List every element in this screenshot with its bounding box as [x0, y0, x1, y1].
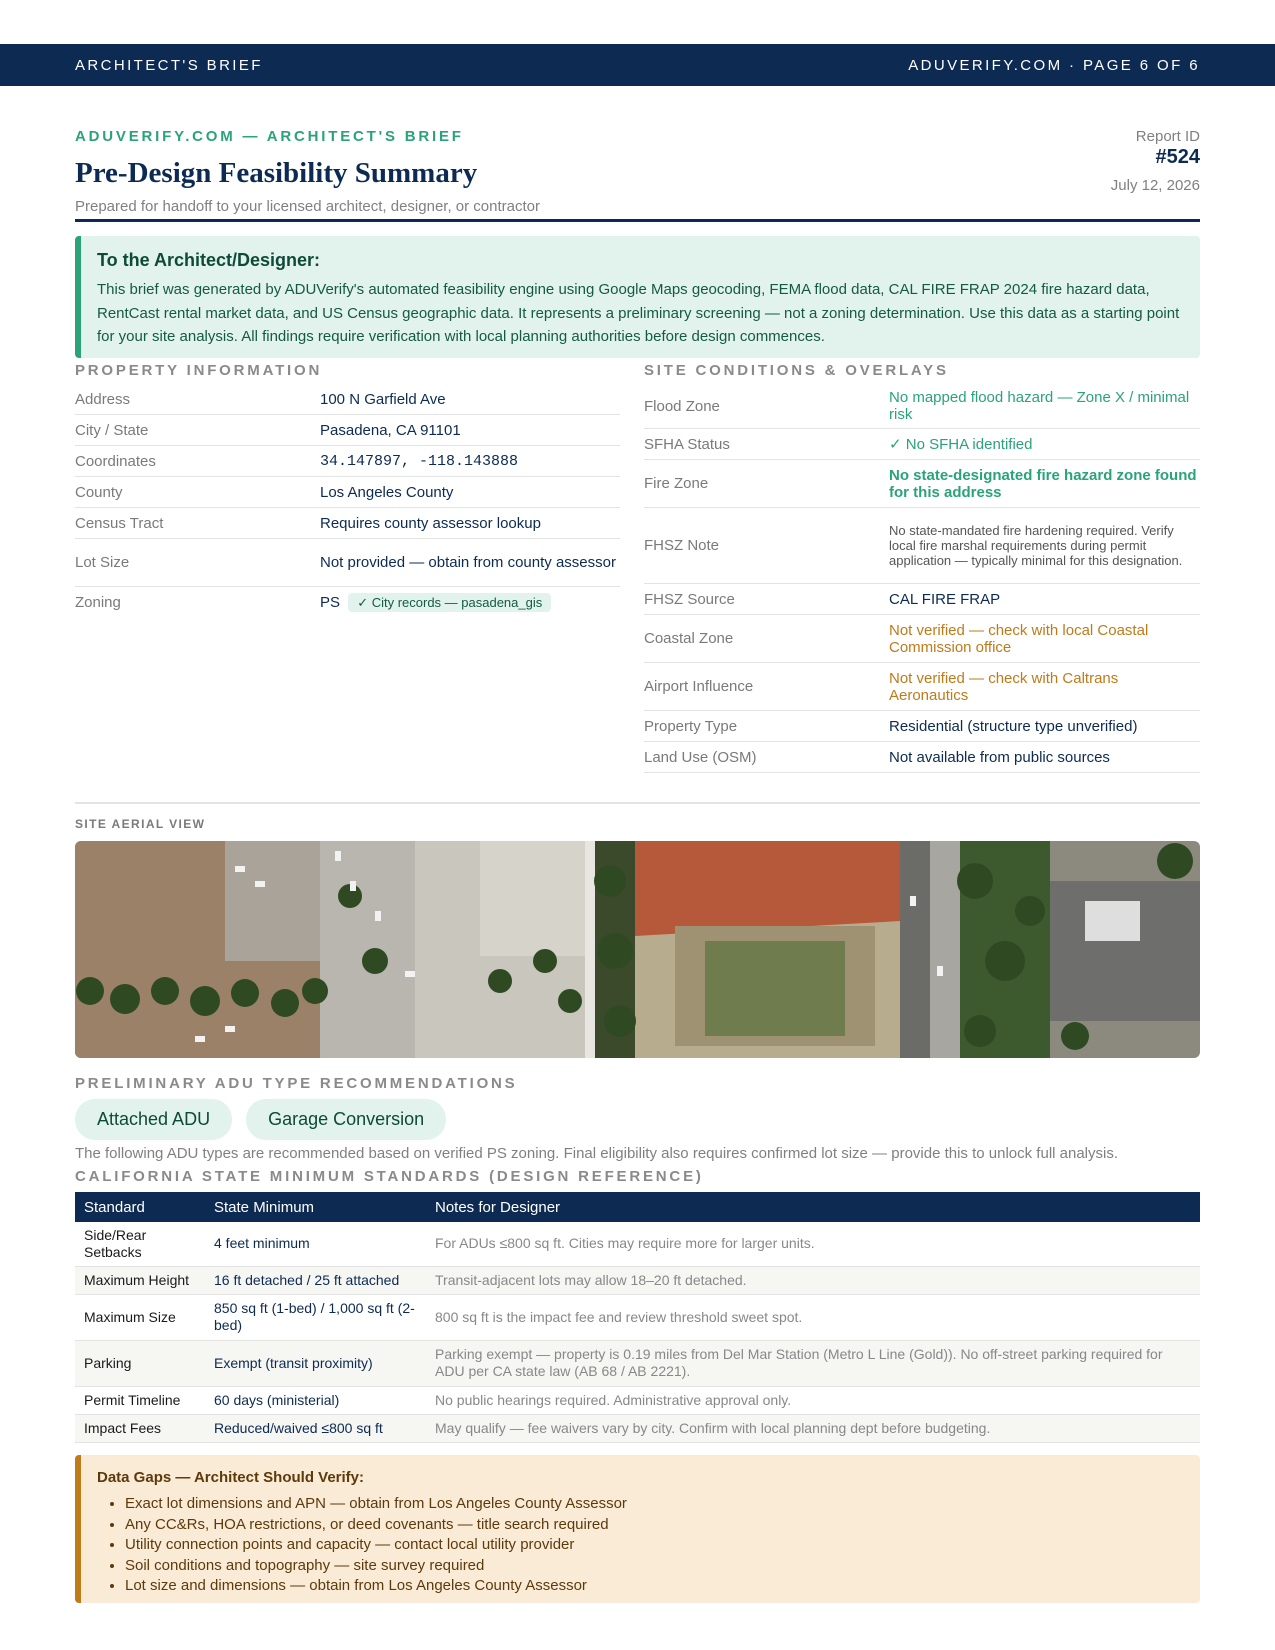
recommendations-note: The following ADU types are recommended based on verified PS zoning. Final eligibility also requires confirmed lot size — provide this to unlock full analysis.: [75, 1145, 1119, 1162]
site-row: [644, 508, 1200, 584]
zoning-source-badge: [348, 593, 551, 612]
notes-cell: Parking exempt — property is 0.19 miles from Del Mar Station (Metro L Line (Gold)). No off-street parking required for ADU per CA state law (AB 68 / AB 2221).: [426, 1340, 1200, 1386]
recommendations-heading: PRELIMINARY ADU TYPE RECOMMENDATIONS: [75, 1075, 518, 1092]
aerial-heading: SITE AERIAL VIEW: [75, 817, 206, 831]
site-value: No state-mandated fire hardening required. Verify local fire marshal requirements during permit application — typically minimal for this designation.: [889, 523, 1183, 568]
property-key: City / State: [75, 421, 149, 439]
property-row: [75, 508, 620, 539]
notes-cell: For ADUs ≤800 sq ft. Cities may require more for larger units.: [426, 1222, 1200, 1266]
report-id: #524: [1155, 146, 1200, 168]
property-value: Requires county assessor lookup: [320, 514, 541, 532]
report-id-block: [1111, 128, 1200, 194]
site-section-heading: SITE CONDITIONS & OVERLAYS: [644, 362, 949, 379]
site-value: No mapped flood hazard — Zone X / minimal risk: [889, 389, 1190, 423]
site-value: Residential (structure type unverified): [889, 717, 1138, 735]
standards-heading: CALIFORNIA STATE MINIMUM STANDARDS (DESIGN REFERENCE): [75, 1168, 704, 1185]
data-gaps-heading: Data Gaps — Architect Should Verify:: [97, 1469, 365, 1486]
minimum-cell: Reduced/waived ≤800 sq ft: [205, 1414, 426, 1442]
site-value: Not verified — check with local Coastal Commission office: [889, 621, 1149, 656]
report-date: July 12, 2026: [1110, 177, 1200, 194]
property-key: Lot Size: [75, 554, 130, 571]
page-title: Pre-Design Feasibility Summary: [75, 157, 478, 189]
top-bar-page-indicator: ADUVERIFY.COM · PAGE 6 OF 6: [908, 56, 1200, 74]
minimum-cell: 850 sq ft (1-bed) / 1,000 sq ft (2-bed): [205, 1294, 426, 1340]
property-key: County: [75, 483, 123, 501]
property-value: 34.147897, -118.143888: [320, 452, 519, 470]
site-row: [644, 429, 1200, 460]
site-row: [644, 584, 1200, 615]
site-key: SFHA Status: [644, 435, 730, 453]
site-conditions-table: [644, 384, 1200, 773]
site-value: [889, 436, 1200, 453]
property-key: Census Tract: [75, 514, 164, 532]
standards-table: [75, 1192, 1200, 1443]
property-value: 100 N Garfield Ave: [320, 390, 446, 408]
minimum-cell: 16 ft detached / 25 ft attached: [205, 1266, 426, 1294]
site-key: Flood Zone: [644, 397, 720, 415]
site-row: [644, 460, 1200, 508]
column-header: Notes for Designer: [426, 1192, 1200, 1222]
property-row: [75, 587, 620, 618]
standard-cell: Impact Fees: [75, 1414, 205, 1442]
minimum-cell: 60 days (ministerial): [205, 1386, 426, 1414]
aerial-photo: [75, 841, 1200, 1058]
site-row: [644, 384, 1200, 429]
notes-cell: No public hearings required. Administrative approval only.: [426, 1386, 1200, 1414]
property-row: [75, 446, 620, 477]
list-item: • Lot size and dimensions — obtain from Los Angeles County Assessor: [125, 1576, 1180, 1597]
table-row: [75, 1414, 1200, 1442]
site-key: Coastal Zone: [644, 630, 734, 647]
list-item: • Exact lot dimensions and APN — obtain from Los Angeles County Assessor: [125, 1494, 1180, 1515]
top-bar-title: ARCHITECT'S BRIEF: [75, 56, 263, 74]
table-row: [75, 1294, 1200, 1340]
site-row: [644, 663, 1200, 711]
table-row: [75, 1222, 1200, 1266]
property-row: [75, 415, 620, 446]
site-value: No state-designated fire hazard zone found for this address: [889, 466, 1197, 501]
aerial-image: [75, 841, 1200, 1058]
adu-type-chip: Garage Conversion: [246, 1099, 446, 1140]
site-row: [644, 742, 1200, 773]
report-id-label: Report ID: [1135, 128, 1200, 145]
adu-type-chips: [75, 1099, 446, 1140]
property-value: Not provided — obtain from county assessor: [320, 554, 616, 571]
property-row: [75, 539, 620, 587]
site-key: Fire Zone: [644, 475, 709, 492]
report-header: [75, 128, 1200, 215]
property-key: Address: [75, 390, 131, 408]
standard-cell: Side/Rear Setbacks: [75, 1222, 205, 1266]
property-key: Zoning: [75, 594, 121, 611]
table-row: [75, 1386, 1200, 1414]
site-row: [644, 615, 1200, 663]
property-value: Pasadena, CA 91101: [320, 421, 461, 439]
table-header-row: [75, 1192, 1200, 1222]
data-gaps-panel: [75, 1455, 1200, 1603]
data-gaps-list: [97, 1494, 1180, 1597]
header-divider: [75, 219, 1200, 222]
site-value: Not available from public sources: [889, 748, 1110, 766]
check-icon: ✓: [889, 435, 906, 453]
property-key: Coordinates: [75, 452, 156, 470]
site-key: Property Type: [644, 717, 738, 735]
architect-note-heading: To the Architect/Designer:: [97, 250, 321, 270]
sfha-value: No SFHA identified: [905, 435, 1033, 453]
column-header: State Minimum: [205, 1192, 426, 1222]
check-icon: ✓: [357, 595, 372, 610]
architect-note: [75, 236, 1200, 358]
site-key: Land Use (OSM): [644, 748, 757, 766]
property-section-heading: PROPERTY INFORMATION: [75, 362, 323, 379]
architect-note-body: This brief was generated by ADUVerify's automated feasibility engine using Google Maps geocoding, FEMA flood data, CAL FIRE FRAP 2024 fire hazard data, RentCast rental market data, and US Census geographic data. It represents a preliminary screening — not a zoning determination. Use this data as a starting point for your site analysis. All findings require verification with local planning authorities before design commences.: [97, 281, 1180, 345]
property-row: [75, 384, 620, 415]
site-key: Airport Influence: [644, 678, 754, 695]
list-item: • Utility connection points and capacity — contact local utility provider: [125, 1535, 1180, 1556]
list-item: • Any CC&Rs, HOA restrictions, or deed covenants — title search required: [125, 1515, 1180, 1536]
top-bar: [0, 44, 1275, 86]
standard-cell: Maximum Height: [75, 1266, 205, 1294]
site-key: FHSZ Note: [644, 537, 720, 554]
property-row: [75, 477, 620, 508]
site-value: Not verified — check with Caltrans Aeronautics: [889, 669, 1119, 704]
table-row: [75, 1266, 1200, 1294]
notes-cell: May qualify — fee waivers vary by city. Confirm with local planning dept before budgeting.: [426, 1414, 1200, 1442]
minimum-cell: 4 feet minimum: [205, 1222, 426, 1266]
standard-cell: Parking: [75, 1340, 205, 1386]
minimum-cell: Exempt (transit proximity): [205, 1340, 426, 1386]
standard-cell: Maximum Size: [75, 1294, 205, 1340]
notes-cell: 800 sq ft is the impact fee and review threshold sweet spot.: [426, 1294, 1200, 1340]
section-divider: [75, 802, 1200, 804]
property-info-table: [75, 384, 620, 618]
site-value: CAL FIRE FRAP: [889, 590, 1001, 608]
notes-cell: Transit-adjacent lots may allow 18–20 ft detached.: [426, 1266, 1200, 1294]
site-key: FHSZ Source: [644, 590, 735, 608]
report-kicker: ADUVERIFY.COM — ARCHITECT'S BRIEF: [75, 128, 464, 145]
column-header: Standard: [75, 1192, 205, 1222]
property-value: [320, 593, 620, 612]
property-value: Los Angeles County: [320, 483, 454, 501]
adu-type-chip: Attached ADU: [75, 1099, 232, 1140]
page-subtitle: Prepared for handoff to your licensed architect, designer, or contractor: [75, 198, 540, 215]
zoning-source-text: City records — pasadena_gis: [371, 595, 543, 610]
zoning-code: PS: [320, 594, 341, 611]
table-row: [75, 1340, 1200, 1386]
site-row: [644, 711, 1200, 742]
standard-cell: Permit Timeline: [75, 1386, 205, 1414]
list-item: • Soil conditions and topography — site survey required: [125, 1556, 1180, 1577]
